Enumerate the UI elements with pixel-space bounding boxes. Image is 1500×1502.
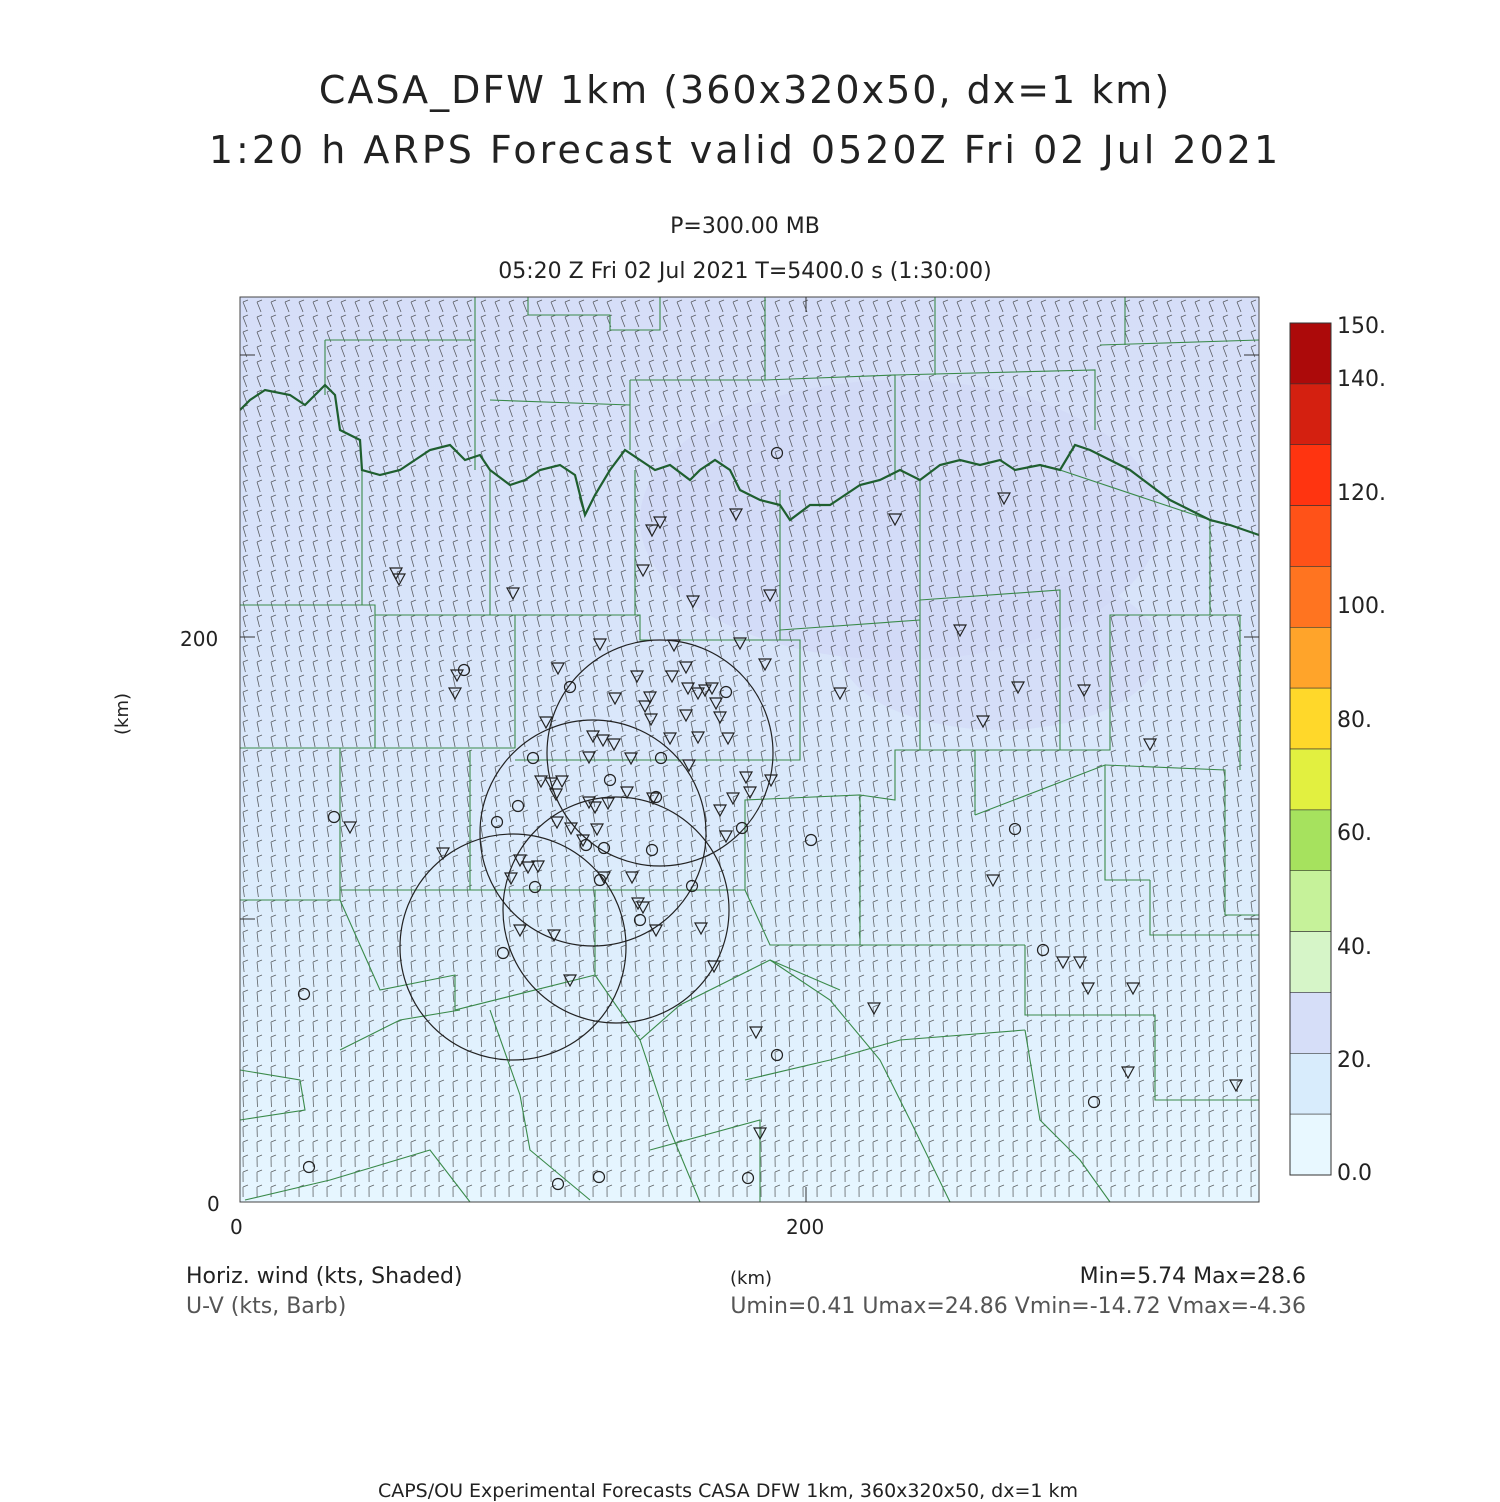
title-line-1: CASA_DFW 1km (360x320x50, dx=1 km) — [318, 68, 1172, 112]
colorbar-segment — [1290, 810, 1331, 871]
x-axis-label: (km) — [730, 1268, 773, 1289]
plot-area — [240, 297, 1259, 1202]
colorbar-label-120: 120. — [1337, 481, 1386, 506]
colorbar-label-20: 20. — [1337, 1048, 1372, 1073]
colorbar-segment — [1290, 688, 1331, 749]
colorbar-segment — [1290, 323, 1331, 384]
footer-barb-field: U-V (kts, Barb) — [186, 1294, 347, 1319]
colorbar-segment — [1290, 932, 1331, 993]
valid-time: 05:20 Z Fri 02 Jul 2021 T=5400.0 s (1:30:00) — [498, 259, 992, 284]
title-line-2: 1:20 h ARPS Forecast valid 0520Z Fri 02 Jul 2021 — [208, 128, 1282, 172]
colorbar-segment — [1290, 506, 1331, 567]
colorbar-label-40: 40. — [1337, 935, 1372, 960]
pressure-level: P=300.00 MB — [670, 214, 820, 239]
colorbar-label-60: 60. — [1337, 821, 1372, 846]
colorbar-label-80: 80. — [1337, 708, 1372, 733]
colorbar-segment — [1290, 749, 1331, 810]
colorbar-segment — [1290, 1114, 1331, 1175]
x-tick-200: 200 — [786, 1215, 825, 1239]
footer-uv-range: Umin=0.41 Umax=24.86 Vmin=-14.72 Vmax=-4.36 — [730, 1294, 1306, 1319]
colorbar-segment — [1290, 445, 1331, 506]
x-tick-0: 0 — [230, 1215, 243, 1239]
footer-min-max: Min=5.74 Max=28.6 — [1079, 1264, 1306, 1289]
colorbar-segment — [1290, 1053, 1331, 1114]
y-tick-0: 0 — [207, 1192, 220, 1216]
y-axis-label: (km) — [112, 692, 133, 735]
colorbar — [1290, 323, 1331, 1175]
colorbar-label-100: 100. — [1337, 594, 1386, 619]
colorbar-segment — [1290, 384, 1331, 445]
colorbar-segment — [1290, 871, 1331, 932]
footer-credit: CAPS/OU Experimental Forecasts CASA DFW 1km, 360x320x50, dx=1 km — [377, 1480, 1079, 1502]
footer-shaded-field: Horiz. wind (kts, Shaded) — [186, 1264, 463, 1289]
colorbar-label-150: 150. — [1337, 314, 1386, 339]
colorbar-segment — [1290, 566, 1331, 627]
colorbar-label-140: 140. — [1337, 367, 1386, 392]
y-tick-200: 200 — [180, 627, 219, 651]
colorbar-segment — [1290, 992, 1331, 1053]
colorbar-label-0: 0.0 — [1337, 1161, 1372, 1186]
colorbar-segment — [1290, 627, 1331, 688]
